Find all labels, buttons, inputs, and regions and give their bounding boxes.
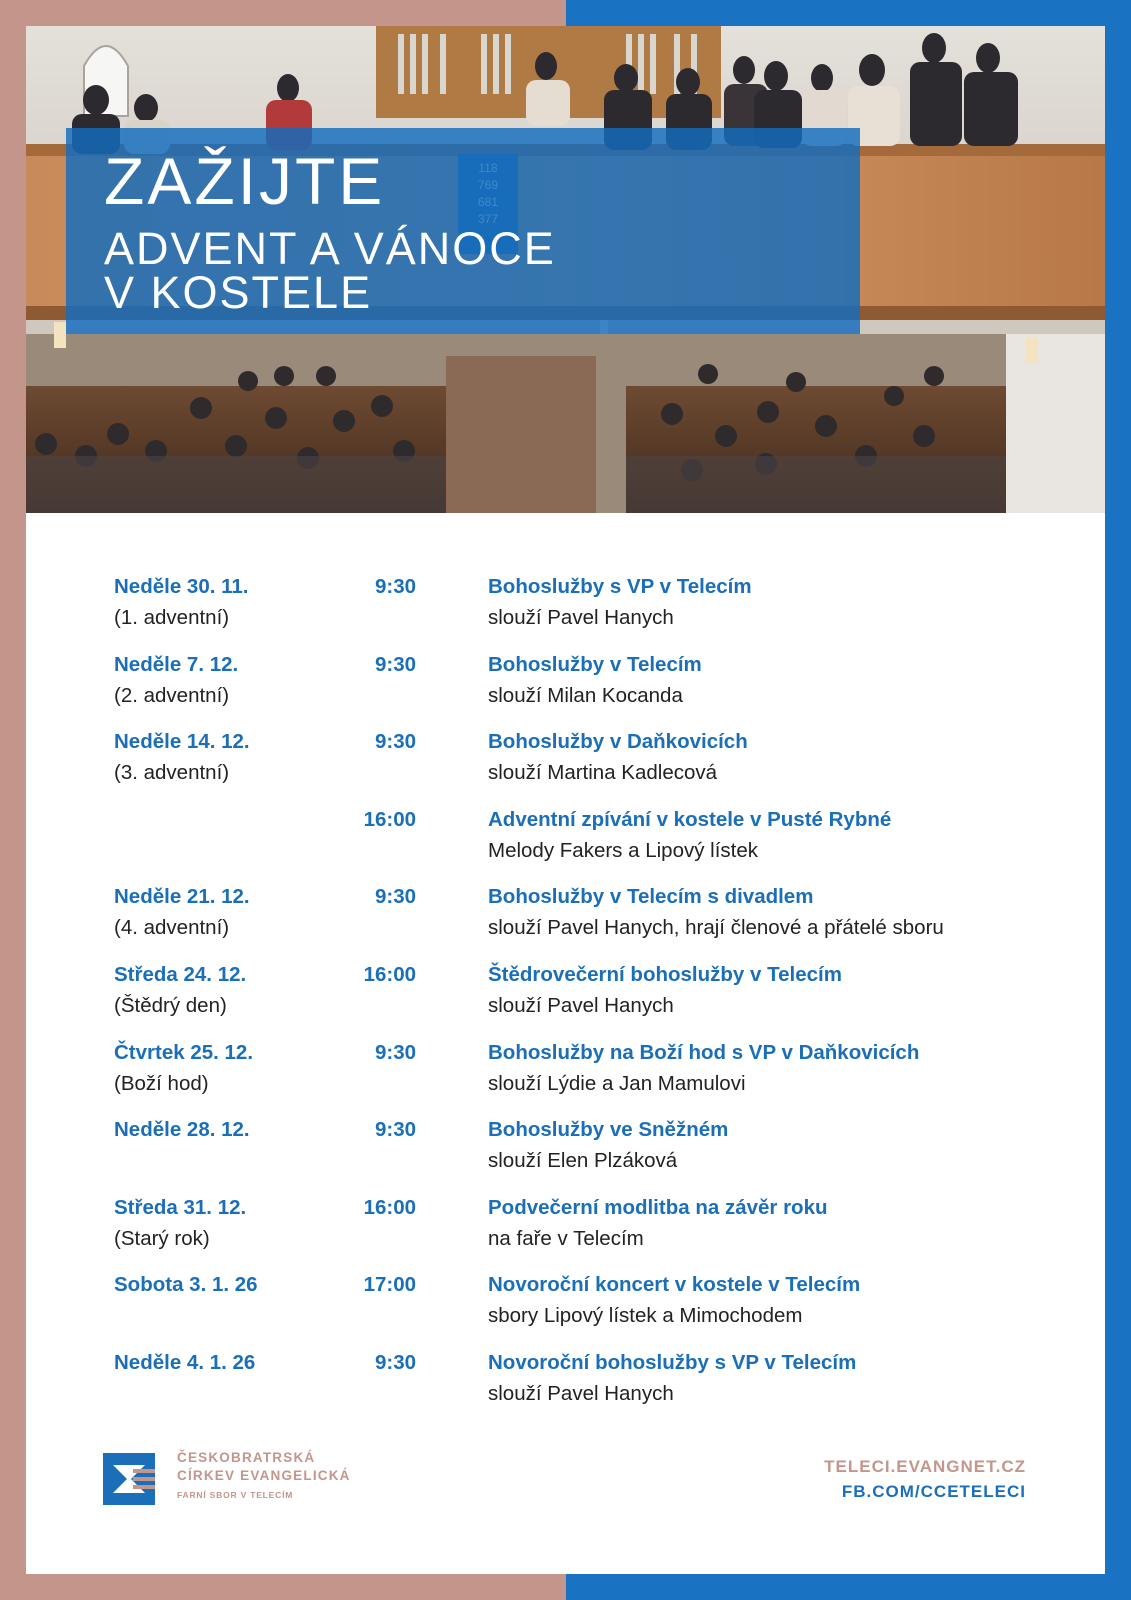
event-row xyxy=(114,1192,1094,1270)
event-day-note: (2. adventní) xyxy=(114,683,230,707)
event-day: Neděle 7. 12. xyxy=(114,652,239,676)
footer-links xyxy=(824,1454,1026,1504)
event-detail: slouží Pavel Hanych xyxy=(488,606,674,629)
event-detail: Melody Fakers a Lipový lístek xyxy=(488,838,759,862)
event-day-note: (1. adventní) xyxy=(114,606,230,629)
event-title: Adventní zpívání v kostele v Pusté Rybné xyxy=(488,807,892,831)
event-day-note: (3. adventní) xyxy=(114,761,230,785)
event-day-note: (Starý rok) xyxy=(114,1226,210,1250)
event-row xyxy=(114,959,1094,1037)
event-time: 9:30 xyxy=(374,652,416,676)
event-detail: slouží Pavel Hanych xyxy=(488,1381,674,1405)
event-detail: sbory Lipový lístek a Mimochodem xyxy=(488,1304,803,1328)
event-row xyxy=(114,571,1094,649)
logo-text-line-2: CÍRKEV EVANGELICKÁ xyxy=(177,1468,351,1483)
event-time: 9:30 xyxy=(374,885,416,909)
church-photo xyxy=(26,26,1105,513)
event-title: Bohoslužby ve Sněžném xyxy=(488,1118,729,1142)
event-title: Bohoslužby v Daňkovicích xyxy=(488,730,748,754)
event-day: Neděle 28. 12. xyxy=(114,1118,250,1142)
event-day-note: (Štědrý den) xyxy=(114,993,227,1017)
event-day: Neděle 30. 11. xyxy=(114,575,249,598)
logo-text-line-3: FARNÍ SBOR V TELECÍM xyxy=(177,1490,294,1500)
event-detail: slouží Pavel Hanych xyxy=(488,993,674,1017)
event-title: Bohoslužby v Telecím xyxy=(488,652,702,676)
poster-sheet xyxy=(26,26,1105,1574)
event-day: Středa 31. 12. xyxy=(114,1195,247,1219)
title-line-3: V KOSTELE xyxy=(104,267,373,318)
event-detail: slouží Martina Kadlecová xyxy=(488,761,718,785)
event-row xyxy=(114,1037,1094,1115)
event-day: Čtvrtek 25. 12. xyxy=(114,1040,254,1064)
event-title: Podvečerní modlitba na závěr roku xyxy=(488,1195,828,1219)
church-chalice-logo-icon xyxy=(103,1453,155,1505)
event-row xyxy=(114,1269,1094,1347)
event-row xyxy=(114,649,1094,727)
facebook-link[interactable]: FB.COM/CCETELECI xyxy=(841,1482,1026,1501)
event-time: 16:00 xyxy=(363,807,416,831)
event-time: 16:00 xyxy=(363,962,416,986)
event-detail: slouží Pavel Hanych, hrají členové a přátelé sboru xyxy=(488,916,944,940)
event-day: Sobota 3. 1. 26 xyxy=(114,1273,258,1297)
event-title: Bohoslužby s VP v Telecím xyxy=(488,575,752,598)
event-detail: slouží Milan Kocanda xyxy=(488,683,683,707)
event-row xyxy=(114,804,1094,882)
event-detail: slouží Lýdie a Jan Mamulovi xyxy=(488,1071,746,1095)
event-row xyxy=(114,1114,1094,1192)
event-title: Novoroční koncert v kostele v Telecím xyxy=(488,1273,861,1297)
event-time: 9:30 xyxy=(374,1118,416,1142)
event-detail: slouží Elen Plzáková xyxy=(488,1149,678,1173)
event-time: 17:00 xyxy=(363,1273,416,1297)
event-day: Středa 24. 12. xyxy=(114,962,247,986)
event-time: 9:30 xyxy=(374,1350,416,1374)
title-banner xyxy=(66,128,860,334)
event-row xyxy=(114,726,1094,804)
title-line-2: ADVENT A VÁNOCE xyxy=(104,223,556,274)
event-title: Štědrovečerní bohoslužby v Telecím xyxy=(488,962,842,986)
event-day: Neděle 21. 12. xyxy=(114,885,250,909)
event-title: Bohoslužby na Boží hod s VP v Daňkovicích xyxy=(488,1040,920,1064)
logo-text-line-1: ČESKOBRATRSKÁ xyxy=(177,1450,316,1465)
event-time: 9:30 xyxy=(374,575,416,598)
event-detail: na faře v Telecím xyxy=(488,1226,644,1250)
event-row xyxy=(114,1347,1094,1425)
event-schedule xyxy=(114,571,1094,1425)
website-link[interactable]: TELECI.EVANGNET.CZ xyxy=(824,1457,1026,1476)
church-name-logo-text xyxy=(177,1449,351,1500)
event-title: Novoroční bohoslužby s VP v Telecím xyxy=(488,1350,857,1374)
event-time: 9:30 xyxy=(374,730,416,754)
event-day: Neděle 4. 1. 26 xyxy=(114,1350,256,1374)
event-day: Neděle 14. 12. xyxy=(114,730,250,754)
event-title: Bohoslužby v Telecím s divadlem xyxy=(488,885,814,909)
event-day-note: (4. adventní) xyxy=(114,916,230,940)
event-row xyxy=(114,881,1094,959)
event-day-note: (Boží hod) xyxy=(114,1071,209,1095)
event-time: 16:00 xyxy=(363,1195,416,1219)
event-time: 9:30 xyxy=(374,1040,416,1064)
title-main: ZAŽIJTE xyxy=(104,144,386,218)
